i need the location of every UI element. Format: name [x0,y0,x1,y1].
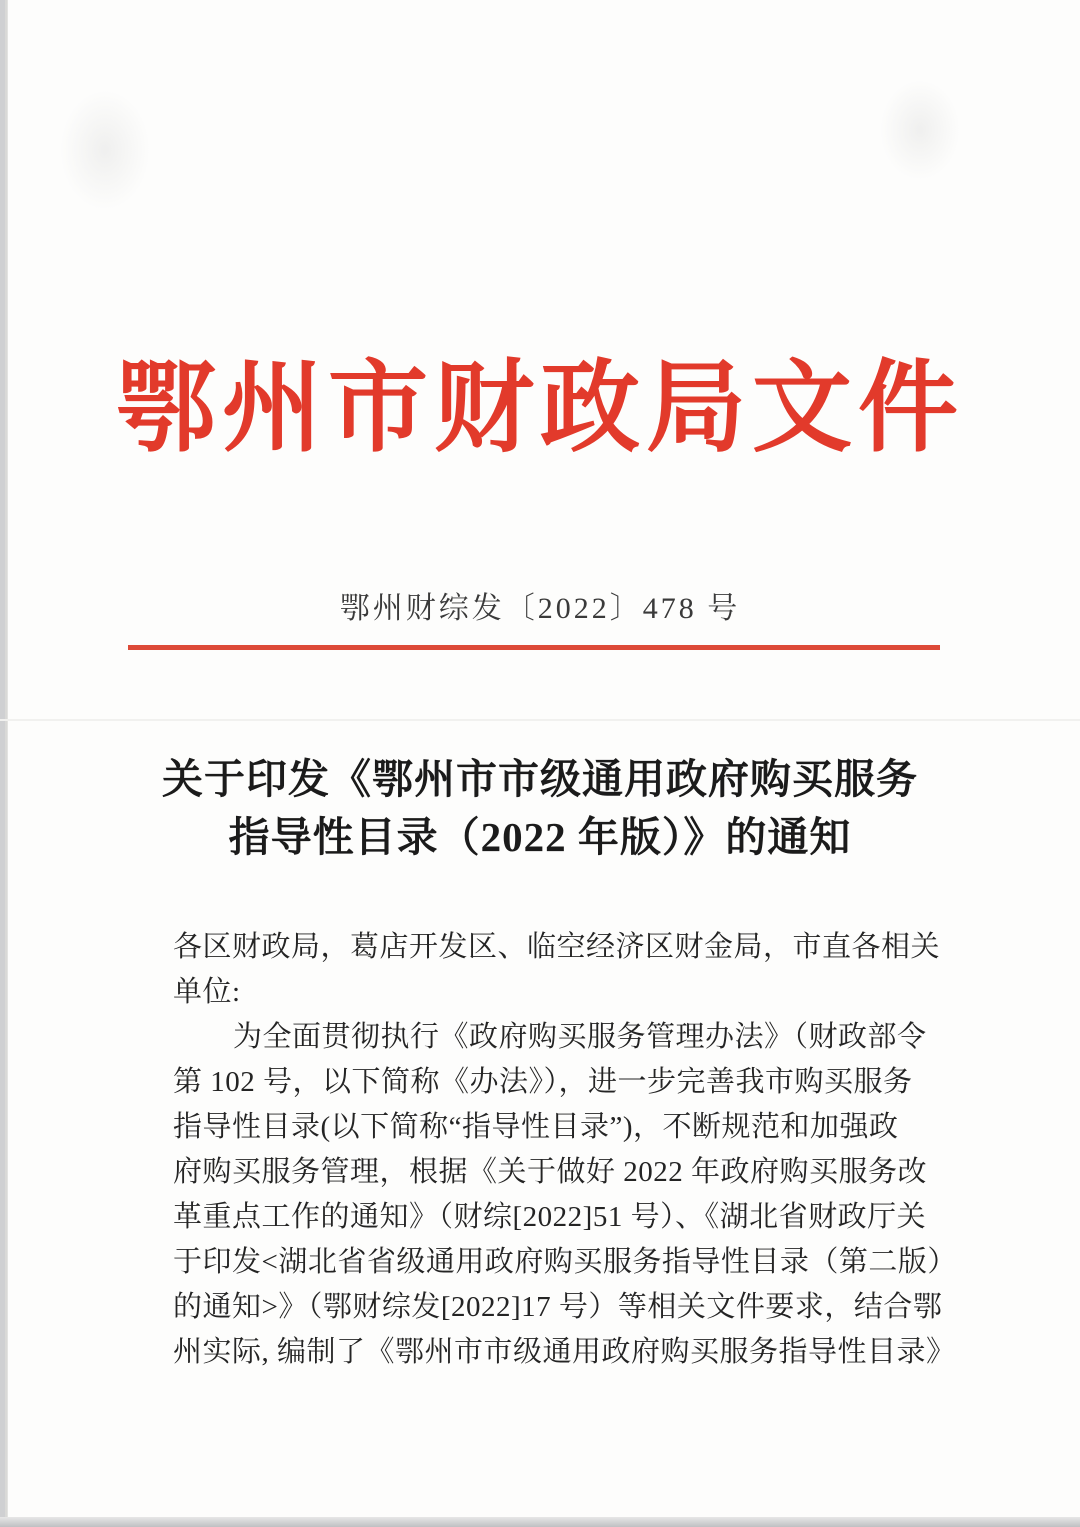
notice-title-line1: 关于印发《鄂州市市级通用政府购买服务 [162,756,918,802]
scan-smudge [60,90,150,210]
agency-title: 鄂州市财政局文件 [116,353,964,464]
body-line: 单位: [173,976,241,1008]
body-line: 第 102 号，以下简称《办法》），进一步完善我市购买服务 [173,1066,913,1098]
body-line: 为全面贯彻执行《政府购买服务管理办法》（财政部令 [233,1021,927,1053]
paper-bottom-edge [0,1517,1080,1527]
red-header-rule [128,645,940,650]
body-line: 府购买服务管理，根据《关于做好 2022 年政府购买服务改 [173,1156,928,1188]
body-line: 指导性目录(以下简称“指导性目录”)，不断规范和加强政 [173,1111,899,1143]
body-line: 革重点工作的通知》（财综[2022]51 号）、《湖北省财政厅关 [173,1201,927,1233]
scan-smudge [880,80,960,180]
notice-body [173,925,957,1375]
body-line: 州实际, 编制了《鄂州市市级通用政府购买服务指导性目录》 [173,1336,956,1368]
body-line: 各区财政局，葛店开发区、临空经济区财金局，市直各相关 [173,931,941,963]
body-line: 于印发<湖北省省级通用政府购买服务指导性目录（第二版） [173,1246,957,1278]
body-line: 的通知>》（鄂财综发[2022]17 号）等相关文件要求，结合鄂 [173,1291,943,1323]
notice-title [0,750,1080,866]
scan-crease-line [0,719,1080,721]
document-number: 鄂州财综发〔2022〕478 号 [339,592,741,625]
notice-title-line2: 指导性目录（2022 年版）》的通知 [228,814,852,860]
